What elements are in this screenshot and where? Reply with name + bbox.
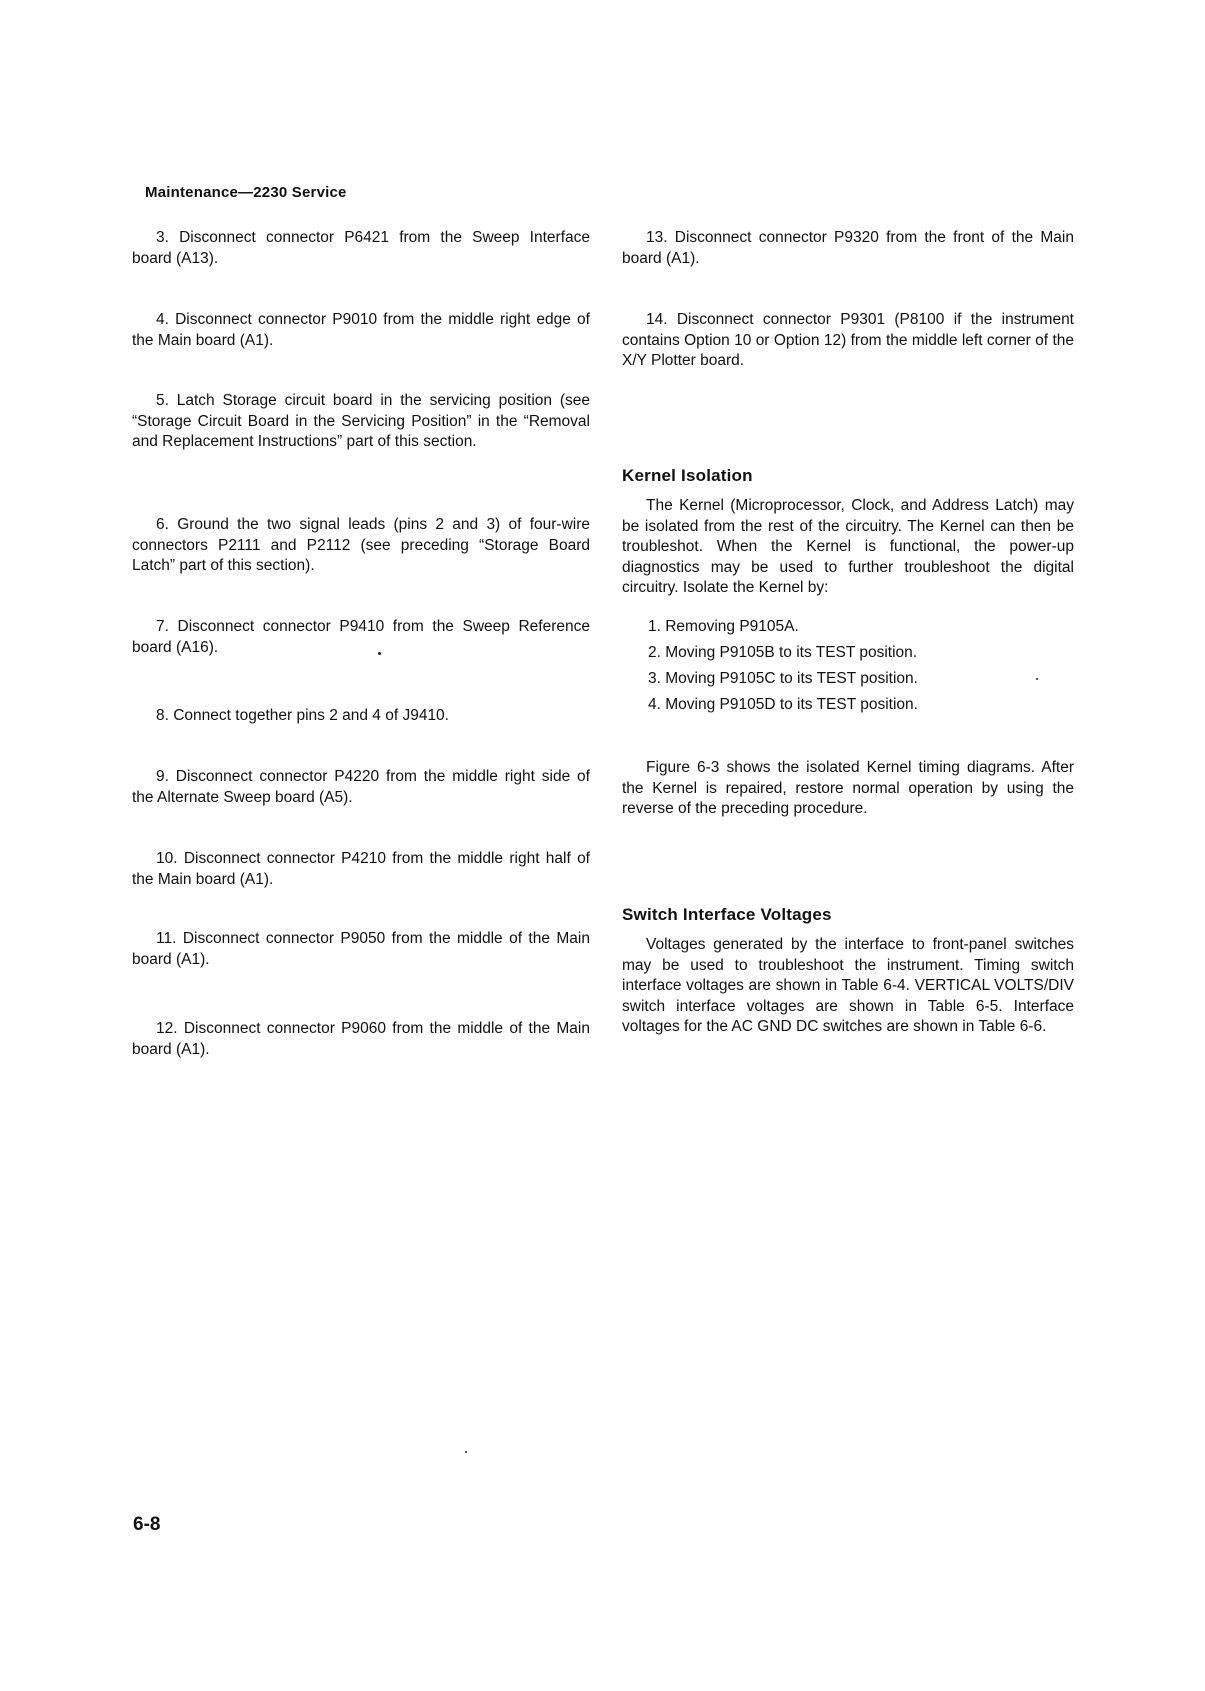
print-speck <box>465 1451 467 1453</box>
running-header: Maintenance—2230 Service <box>145 184 347 201</box>
step-6: 6. Ground the two signal leads (pins 2 and 3) of four-wire connectors P2111 and P2112 (see preceding “Storage Board Latch” part of this section). <box>132 516 590 574</box>
page-number: 6-8 <box>133 1514 161 1535</box>
kernel-step-2: 2. Moving P9105B to its TEST position. <box>648 644 918 661</box>
kernel-step-3: 3. Moving P9105C to its TEST position. <box>648 670 918 687</box>
step-9: 9. Disconnect connector P4220 from the middle right side of the Alternate Sweep board (A5). <box>132 768 590 806</box>
step-11: 11. Disconnect connector P9050 from the middle of the Main board (A1). <box>132 930 590 968</box>
switch-interface-heading: Switch Interface Voltages <box>622 905 832 924</box>
step-14: 14. Disconnect connector P9301 (P8100 if the instrument contains Option 10 or Option 12) from the middle left corner of the X/Y Plotter board. <box>622 311 1074 369</box>
kernel-isolation-heading: Kernel Isolation <box>622 466 753 485</box>
kernel-isolation-closing: Figure 6-3 shows the isolated Kernel timing diagrams. After the Kernel is repaired, restore normal operation by using the reverse of the preceding procedure. <box>622 759 1074 817</box>
step-13: 13. Disconnect connector P9320 from the front of the Main board (A1). <box>622 229 1074 267</box>
print-speck <box>1036 678 1038 680</box>
kernel-isolation-intro: The Kernel (Microprocessor, Clock, and Address Latch) may be isolated from the rest of the circuitry. The Kernel can then be troubleshot. When the Kernel is functional, the power-up diagnostics may be used to further troubleshoot the digital circuitry. Isolate the Kernel by: <box>622 497 1074 596</box>
step-8: 8. Connect together pins 2 and 4 of J9410. <box>156 707 449 724</box>
step-10: 10. Disconnect connector P4210 from the middle right half of the Main board (A1). <box>132 850 590 888</box>
right-column <box>622 0 1074 1100</box>
kernel-step-1: 1. Removing P9105A. <box>648 618 799 635</box>
step-4: 4. Disconnect connector P9010 from the middle right edge of the Main board (A1). <box>132 311 590 349</box>
step-7: 7. Disconnect connector P9410 from the Sweep Reference board (A16). <box>132 618 590 656</box>
left-column <box>132 0 590 1100</box>
print-speck <box>378 652 381 655</box>
step-12: 12. Disconnect connector P9060 from the middle of the Main board (A1). <box>132 1020 590 1058</box>
kernel-step-4: 4. Moving P9105D to its TEST position. <box>648 696 918 713</box>
kernel-isolation-steps <box>622 614 1074 718</box>
switch-interface-body: Voltages generated by the interface to front-panel switches may be used to troubleshoot the instrument. Timing switch interface voltages are shown in Table 6-4. VERTICAL VOLTS/DIV switch interface voltages are shown in Table 6-5. Interface voltages for the AC GND DC switches are shown in Table 6-6. <box>622 936 1074 1035</box>
step-3: 3. Disconnect connector P6421 from the Sweep Interface board (A13). <box>132 229 590 267</box>
step-5: 5. Latch Storage circuit board in the servicing position (see “Storage Circuit Board in the Servicing Position” in the “Removal and Replacement Instructions” part of this section. <box>132 392 590 450</box>
